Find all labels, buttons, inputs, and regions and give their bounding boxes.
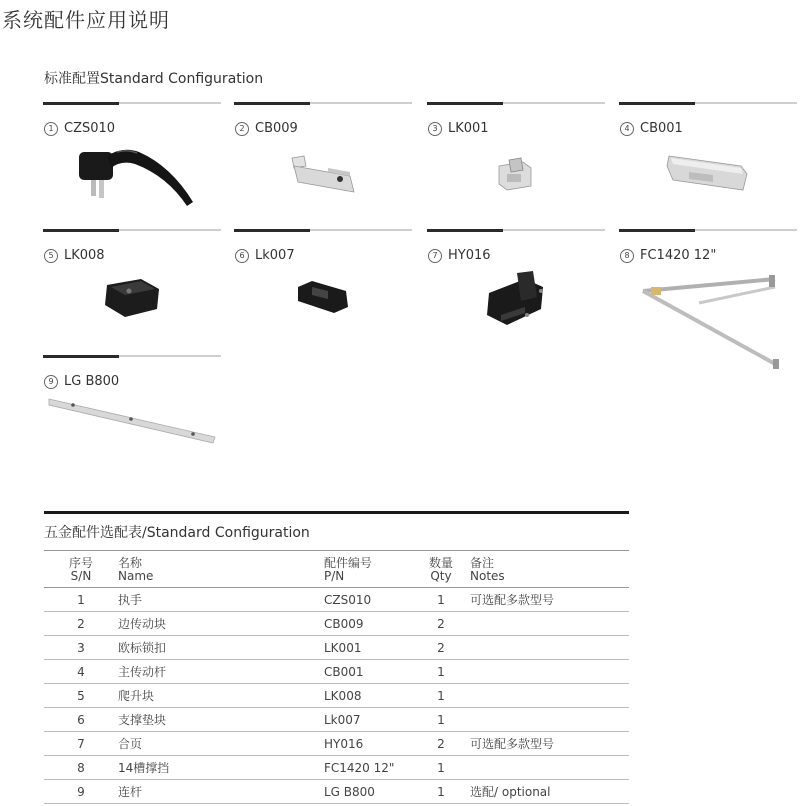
table-row: 2 边传动块 CB009 2 — [44, 612, 629, 636]
part-code: CB009 — [255, 121, 298, 136]
part-card-1 — [43, 102, 221, 136]
part-code: Lk007 — [255, 248, 295, 263]
part-number: 9 — [44, 375, 58, 389]
part-label — [620, 248, 797, 263]
table-row: 8 14槽撑挡 FC1420 12" 1 — [44, 756, 629, 780]
divider — [619, 102, 797, 104]
divider — [427, 102, 605, 104]
divider — [619, 229, 797, 231]
part-number: 4 — [620, 122, 634, 136]
part-number: 7 — [428, 249, 442, 263]
section-title-standard: 标准配置Standard Configuration — [44, 71, 264, 87]
part-card-3 — [427, 102, 605, 136]
table-header-row — [44, 551, 629, 588]
part-code: LK001 — [448, 121, 489, 136]
table-row: 1 执手 CZS010 1 可选配多款型号 — [44, 588, 629, 612]
part-number: 5 — [44, 249, 58, 263]
part-code: HY016 — [448, 248, 491, 263]
table-row: 6 支撑垫块 Lk007 1 — [44, 708, 629, 732]
handle-image — [71, 146, 201, 212]
divider — [43, 355, 221, 357]
divider — [43, 102, 221, 104]
part-code: LG B800 — [64, 374, 120, 389]
table-row: 5 爬升块 LK008 1 — [44, 684, 629, 708]
part-card-8 — [619, 229, 797, 263]
part-number: 1 — [44, 122, 58, 136]
part-label — [428, 248, 605, 263]
header-pn: 配件编号 P/N — [324, 551, 412, 588]
table-row: 3 欧标锁扣 LK001 2 — [44, 636, 629, 660]
part-code: LK008 — [64, 248, 105, 263]
header-notes: 备注 Notes — [470, 551, 629, 588]
part-card-2 — [234, 102, 412, 136]
part-label — [44, 121, 221, 136]
table-title: 五金配件选配表/Standard Configuration — [44, 525, 310, 541]
part-number: 6 — [235, 249, 249, 263]
part-label — [44, 374, 221, 389]
part-code: FC1420 12" — [640, 248, 717, 263]
support-pad-image — [294, 277, 354, 317]
divider — [427, 229, 605, 231]
configuration-table — [44, 550, 629, 804]
transmission-block-image — [288, 152, 368, 202]
part-label — [44, 248, 221, 263]
hinge-image — [481, 269, 557, 335]
connecting-rod-image — [47, 395, 219, 447]
part-card-7 — [427, 229, 605, 263]
part-card-6 — [234, 229, 412, 263]
part-label — [620, 121, 797, 136]
table-divider — [44, 511, 629, 514]
part-label — [235, 121, 412, 136]
part-card-5 — [43, 229, 221, 263]
part-card-9 — [43, 355, 221, 389]
table-row: 9 连杆 LG B800 1 选配/ optional — [44, 780, 629, 804]
header-name: 名称 Name — [118, 551, 324, 588]
part-label — [235, 248, 412, 263]
part-card-4 — [619, 102, 797, 136]
part-code: CZS010 — [64, 121, 116, 136]
part-number: 8 — [620, 249, 634, 263]
header-sn: 序号 S/N — [44, 551, 118, 588]
main-rod-image — [663, 152, 753, 198]
part-label — [428, 121, 605, 136]
friction-stay-image — [639, 275, 783, 371]
divider — [234, 102, 412, 104]
climbing-block-image — [101, 277, 165, 321]
part-number: 2 — [235, 122, 249, 136]
page-title: 系统配件应用说明 — [2, 8, 170, 32]
divider — [43, 229, 221, 231]
lock-striker-image — [493, 156, 537, 196]
part-code: CB001 — [640, 121, 683, 136]
divider — [234, 229, 412, 231]
table-row: 4 主传动杆 CB001 1 — [44, 660, 629, 684]
part-number: 3 — [428, 122, 442, 136]
header-qty: 数量 Qty — [412, 551, 470, 588]
table-row: 7 合页 HY016 2 可选配多款型号 — [44, 732, 629, 756]
